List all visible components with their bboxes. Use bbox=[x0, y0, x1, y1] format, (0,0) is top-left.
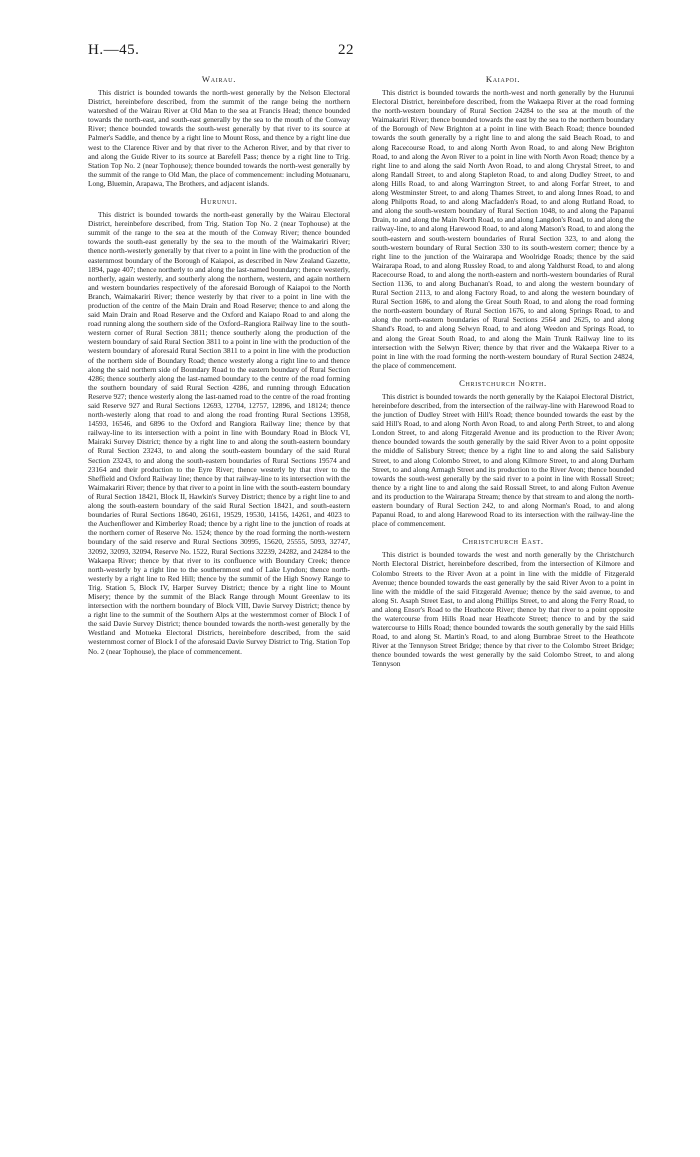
page-number: 22 bbox=[338, 42, 354, 58]
section-body: This district is bounded towards the north-west and north generally by the Hurunui Electoral District, hereinbefore described, from the Wakaepa River at the road forming the north-western boundary of Rural Section 24284 to the sea at the mouth of the Waimakariri River; thence bounded towards the east by the sea to the northern boundary of the Borough of New Brighton at a point in line with Beach Road; thence bounded towards the south generally by a right line to and along the said Beach Road, to and along Racecourse Road, to and along North Avon Road, to and along New Brighton Road, to and along the Avon River to a point in line with North Avon Road; thence by a right line to and along the said North Avon Road, to and along Chrystal Street, to and along Randall Street, to and along Stapleton Road, to and along Dudley Street, to and along Hills Road, to and along Warrington Street, to and along Forfar Street, to and along Westminster Street, to and along Thames Street, to and along Innes Road, to and along Philpotts Road, to and along Macfadden's Road, to and along Rutland Road, to and along the south-western boundary of Rural Section 1048, to and along the Papanui Drain, to and along the Main North Road, to and along Langdon's Road, to and along the railway-line, to and along Harewood Road, to and along Matson's Road, to and along the south-eastern and south-western boundaries of Rural Section 323, to and along the south-western boundary of Rural Section 330 to its south-western corner; thence by a right line to the junction of the Wairarapa and Woolridge Roads; thence by the said Wairarapa Road, to and along Russley Road, to and along Yaldhurst Road, to and along Racecourse Road, to and along the north-eastern and north-western boundaries of Rural Section 1136, to and along Buchanan's Road, to and along the western boundary of Rural Section 2113, to and along Factory Road, to and along the western boundary of Rural Section 1686, to and along the Great South Road, to and along the road forming the north-eastern boundary of Rural Section 1676, to and along Springs Road, to and along the north-eastern boundaries of Rural Sections 2564 and 2625, to and along Shand's Road, to and along Selwyn Road, to and along Weedon and Springs Road, to and along the Great South Road, to and along the Main Trunk Railway line to its intersection with the Selwyn River; thence by that river and the Wakaepa River to a point in line with the road forming the north-western boundary of Rural Section 24824, the place of commencement. bbox=[372, 88, 634, 370]
section-body: This district is bounded towards the north-west generally by the Nelson Electoral District, hereinbefore described, from the summit of the range being the northern watershed of the Wairau River at Old Man to the sea at Francis Head; thence bounded towards the north-east, and south-east generally by the sea to the mouth of the Conway River; thence bounded towards the south-west generally by that river to its source at Palmer's Saddle, and thence by a right line to Mount Ross, and thence by a right line due west to the Clarence River and by that river to the Acheron River, and by that river to and along the Guide River to its source at Barefell Pass; thence by a right line to Trig. Station Top No. 2 (near Tophouse); thence bounded towards the north-west generally by the summit of the range to Old Man, the place of commencement: including Motuanaru, Long, Bluemin, Arapawa, The Brothers, and adjacent islands. bbox=[88, 88, 350, 188]
left-column bbox=[88, 74, 350, 664]
section-heading: Christchurch North. bbox=[459, 377, 547, 388]
district-section-hurunui bbox=[88, 196, 350, 656]
section-heading: Hurunui. bbox=[200, 196, 238, 207]
right-column bbox=[372, 74, 634, 677]
district-section-christchurch-north bbox=[372, 378, 634, 528]
section-heading: Wairau. bbox=[201, 74, 237, 84]
district-section-wairau bbox=[88, 74, 350, 188]
section-heading: Christchurch East. bbox=[462, 536, 544, 547]
section-heading: Kaiapoi. bbox=[485, 74, 521, 84]
section-body: This district is bounded towards the north generally by the Kaiapoi Electoral District, hereinbefore described, from the intersection of the railway-line with Harewood Road to the junction of Dudley Street with Hill's Road; thence bounded towards the east by the said Hill's Road, to and along North Avon Road, to and along Perth Street, to and along London Street, to and along Fitzgerald Avenue and its production to the River Avon; thence bounded towards the south generally by the said River Avon to a point opposite the middle of Salisbury Street; thence by a right line to and along the said Salisbury Street, to and along Colombo Street, to and along Kilmore Street, to and along Durham Street, to and along Armagh Street and its production to the River Avon; thence bounded towards the south-west generally by the said river to a point in line with Rossall Street; thence by a right line to and along the said Rossall Street, to and along Fulton Avenue and its production to the Wairarapa Stream; thence by that stream to and along the north-eastern boundary of Rural Section 242, to and along Norman's Road, to and along Papanui Road, to and along Harewood Road to its intersection with the railway-line the place of commencement. bbox=[372, 391, 634, 529]
district-section-christchurch-east bbox=[372, 536, 634, 668]
section-body: This district is bounded towards the north-east generally by the Wairau Electoral District, hereinbefore described, from Trig. Station Top No. 2 (near Tophouse) at the summit of the range to the sea at the mouth of the Conway River; thence bounded towards the south-east generally by the sea to the mouth of the Waimakariri River; thence north-westerly generally by that river to a point in line with the production of the easternmost boundary of the Borough of Kaiapoi, as described in New Zealand Gazette, 1894, page 407; thence northerly to and along the last-named boundary; thence westerly, northerly, again westerly, and southerly along the northern, western, and again northern and western boundaries respectively of the aforesaid Borough of Kaiapoi to the North Branch, Waimakariri River; thence westerly by that river to a point in line with the production of the centre of the Main Drain and Road Reserve; thence to and along the said Main Drain and Road Reserve and the Oxford and Kaiapo Road to and along the road running along the southern side of the Oxford–Rangiora Railway line to the south-western corner of Rural Section 3811; thence southerly along the production of the western boundary of said Rural Section 3811 to a point in line with the production of the western boundary of aforesaid Rural Section 3811 to a point in line with the production of the northern side of Boundary Road; thence westerly along a right line to and thence along the said northern side of Boundary Road to the eastern boundary of Rural Section 4286; thence southerly along the last-named boundary to the centre of the road forming the southern boundary of said Rural Section 4286, and running through Education Reserve 927; thence westerly along the last-named road to the centre of the road fronting said Reserve 927 and Rural Sections 12693, 12704, 12757, 12896, and 18124; thence north-westerly along that road to and along the road fronting Rural Sections 13958, 14593, 16546, and 6896 to the Oxford and Rangiora Railway line; thence by that railway-line to its intersection with a point in line with Boundary Road in Block VI, Mairaki Survey District; thence by a right line to and along the south-eastern boundary of Rural Section 23243, to and along the south-eastern boundary of the said Rural Section 23243, to and along the south-eastern boundaries of Rural Sections 19574 and 23164 and their production to the Eyre River; thence westerly by that river to the Sheffield and Oxford Railway line; thence by that railway-line to its intersection with the Waimakariri River; thence by that river to a point in line with the south-eastern boundary of Rural Section 18421, Block II, Hawkin's Survey District; thence by a right line to and along the south-eastern boundary of the said Rural Section 18421, and south-eastern boundaries of Rural Sections 18640, 26161, 19529, 19530, 14156, 14261, and 4023 to the Auchenflower and Kimberley Road; thence by a right line to the junction of roads at the northern corner of Reserve No. 1524; thence by the road forming the north-western boundary of the said reserve and Rural Sections 30995, 15620, 25555, 5093, 32747, 32092, 32093, 32094, Reserve No. 1522, Rural Sections 32239, 24282, and 24284 to the Wakaepa River; thence by that river to its confluence with Boundary Creek; thence north-westerly by a right line to the southernmost end of Lake Lyndon; thence north-westerly by a right line to Red Hill; thence by the summit of the High Snowy Range to Trig. Station 5, Block IV, Harper Survey District; thence by a right line to Mount Misery; thence by the summit of the Black Range through Mount Greenlaw to its intersection with the northern boundary of Block VIII, Davie Survey District; thence by a right line to the summit of the Southern Alps at the westernmost corner of Block I of the said Davie Survey District; thence bounded towards the north-west generally by the Westland and Motueka Electoral Districts, hereinbefore described, from the said westernmost corner of Block I of the aforesaid Davie Survey District to Trig. Station Top No. 2 (near Tophouse), the place of commencement. bbox=[88, 210, 350, 656]
section-body: This district is bounded towards the west and north generally by the Christchurch North Electoral District, hereinbefore described, from the intersection of Kilmore and Colombo Streets to the River Avon at a point in line with the middle of Fitzgerald Avenue; thence bounded towards the east generally by the said River Avon to a point in line with the middle of the said Fitzgerald Avenue; thence by the said avenue, to and along St. Asaph Street East, to and along Phillips Street, to and along the Ferry Road, to and along Ensor's Road to the Heathcote River; thence by that river to a point opposite the watercourse from Hills Road near Heathcote Street; thence to and by the said watercourse to Hills Road; thence bounded towards the south generally by the said Hills Road, to and along St. Martin's Road, to and along Burnbrae Street to the Heathcote River at the Tennyson Street Bridge; thence by that river to the Colombo Street Bridge; thence bounded towards the west generally by the said Colombo Street, to and along Tennyson bbox=[372, 550, 634, 669]
document-reference: H.—45. bbox=[88, 42, 140, 58]
district-section-kaiapoi bbox=[372, 74, 634, 370]
